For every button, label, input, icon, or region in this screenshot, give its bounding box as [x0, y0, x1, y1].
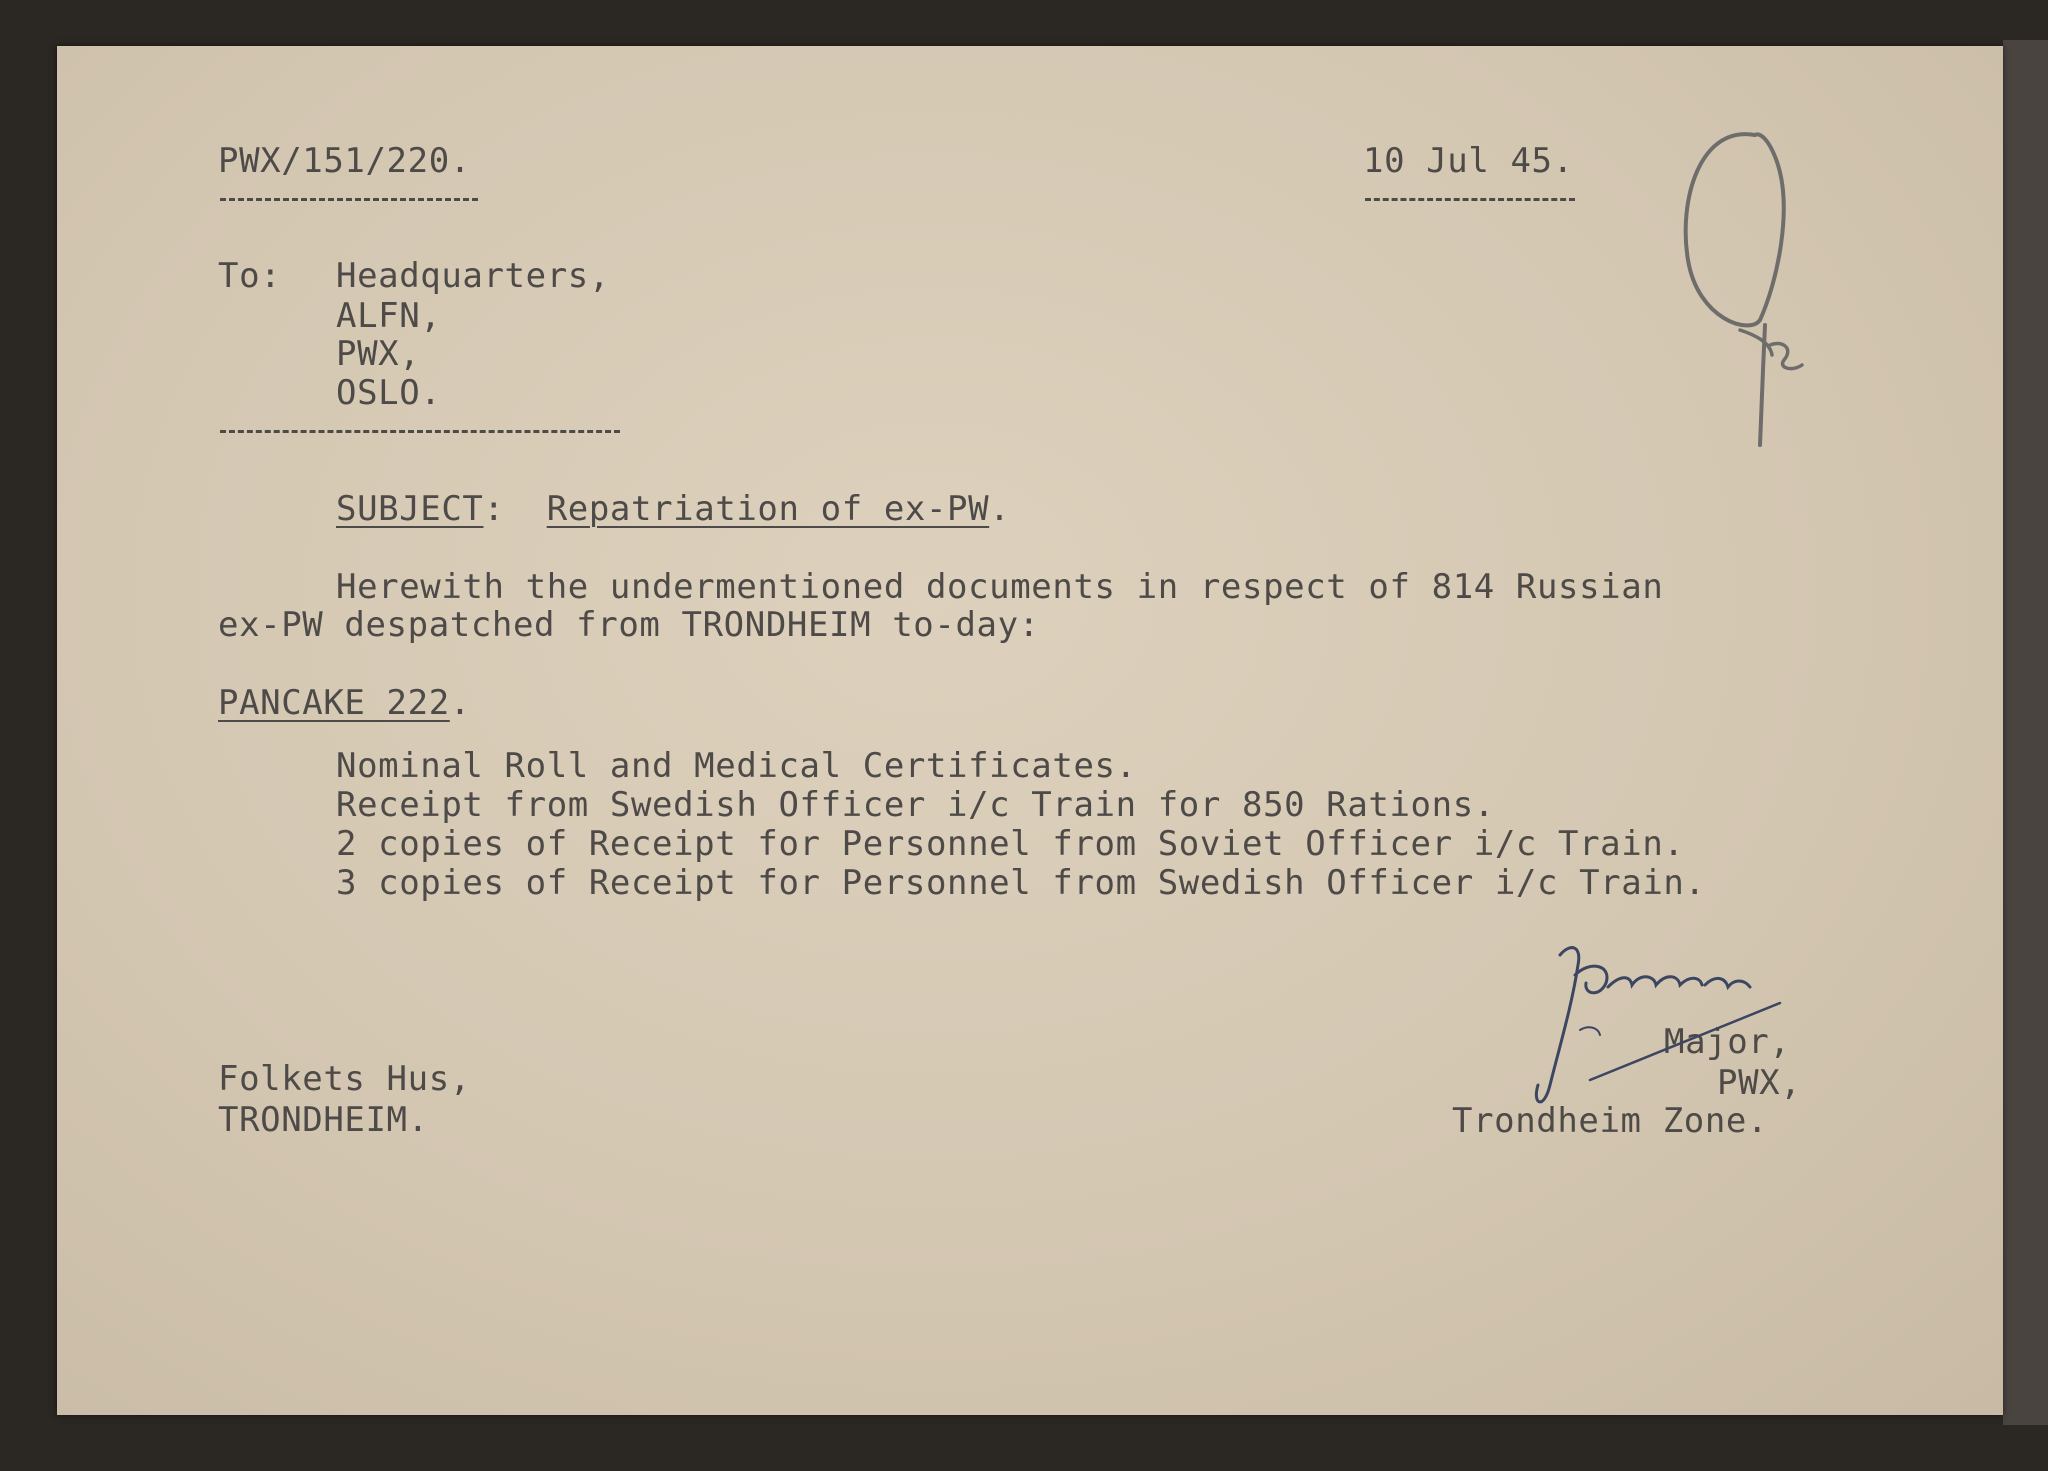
reference-underline	[220, 198, 478, 201]
subject-label: SUBJECT	[336, 489, 484, 529]
addressee-line-3: PWX,	[336, 334, 421, 374]
handwritten-signature-icon	[1520, 935, 1790, 1125]
addressee-line-4: OSLO.	[336, 373, 442, 413]
document-item-1: Nominal Roll and Medical Certificates.	[336, 746, 1137, 786]
addressee-line-1: Headquarters,	[336, 256, 610, 296]
body-line-1: Herewith the undermentioned documents in respect of 814 Russian	[336, 567, 1664, 607]
pancake-label: PANCAKE 222	[218, 683, 450, 723]
letter-date: 10 Jul 45.	[1363, 141, 1574, 181]
subject-text: Repatriation of ex-PW	[546, 489, 990, 529]
signatory-zone: Trondheim Zone.	[1452, 1101, 1769, 1141]
origin-line-1: Folkets Hus,	[218, 1059, 471, 1099]
background-edge	[2003, 40, 2048, 1425]
date-underline	[1365, 198, 1575, 201]
addressee-line-2: ALFN,	[336, 296, 442, 336]
document-item-2: Receipt from Swedish Officer i/c Train for 850 Rations.	[336, 785, 1495, 825]
signatory-unit: PWX,	[1717, 1063, 1802, 1103]
body-line-2: ex-PW despatched from TRONDHEIM to-day:	[218, 605, 1040, 645]
addressee-underline	[220, 430, 620, 433]
pencil-mark-icon	[1660, 120, 1840, 460]
reference-number: PWX/151/220.	[218, 141, 471, 181]
subject-colon: :	[483, 489, 505, 529]
document-item-3: 2 copies of Receipt for Personnel from Soviet Officer i/c Train.	[336, 824, 1685, 864]
subject-line	[336, 489, 1011, 529]
pancake-period: .	[449, 683, 471, 723]
origin-line-2: TRONDHEIM.	[218, 1100, 429, 1140]
subject-period: .	[989, 489, 1011, 529]
document-item-4: 3 copies of Receipt for Personnel from Swedish Officer i/c Train.	[336, 863, 1706, 903]
to-label: To:	[218, 256, 282, 296]
signatory-rank: Major,	[1664, 1022, 1791, 1062]
pancake-line	[218, 683, 471, 723]
